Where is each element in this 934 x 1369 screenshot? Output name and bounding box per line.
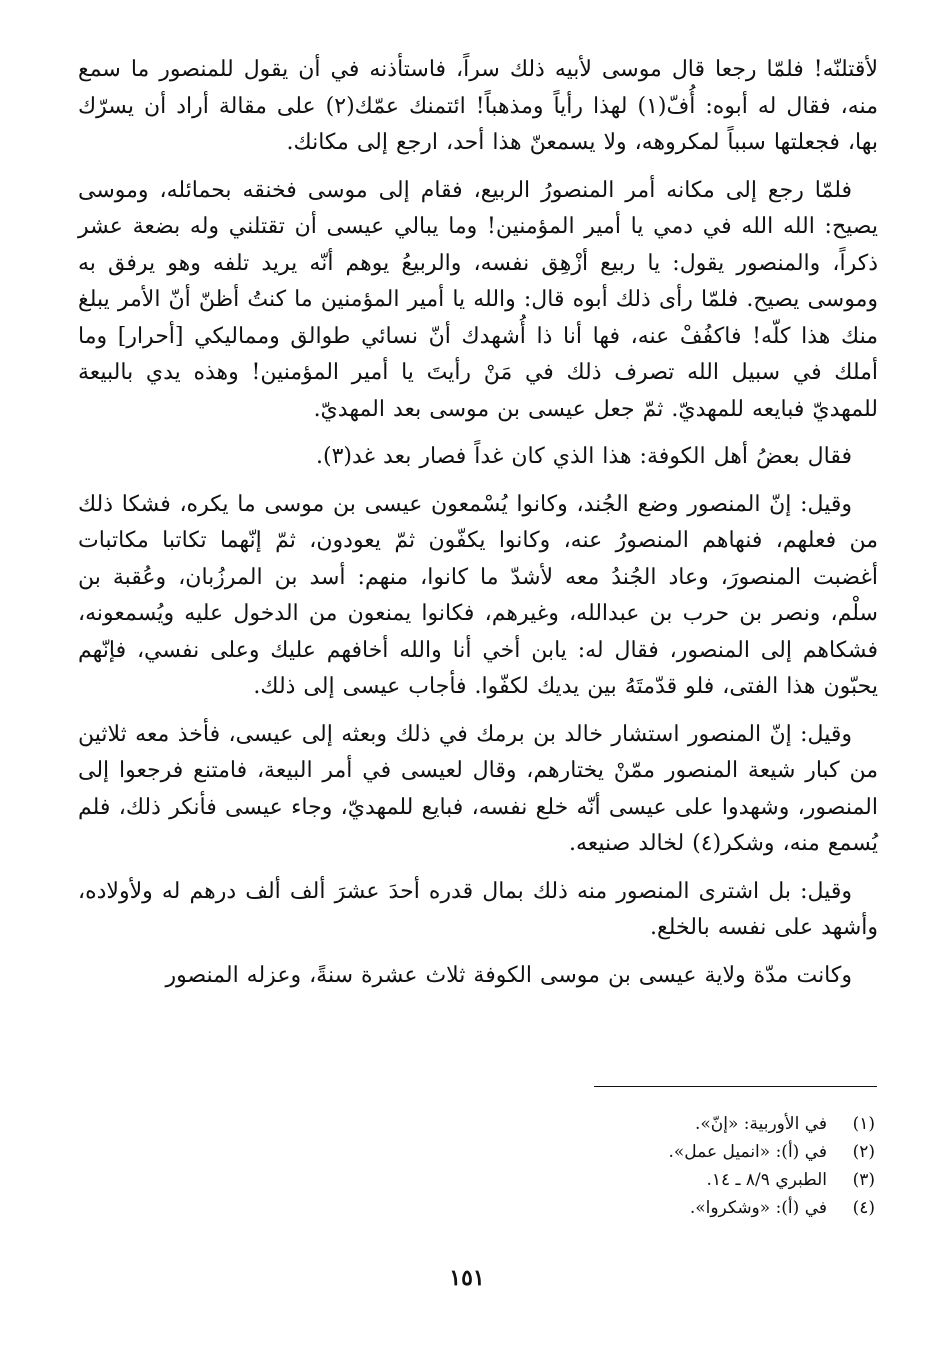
footnote-text: في الأوربية: «إنّ». — [694, 1114, 827, 1134]
footnote-4 — [480, 1194, 877, 1222]
footnote-number: (٤) — [852, 1198, 875, 1218]
footnote-separator — [594, 1086, 877, 1087]
paragraph-1: لأقتلنّه! فلمّا رجعا قال موسى لأبيه ذلك سراً، فاستأذنه في أن يقول للمنصور ما سمع منه، فقال له أبوه: أُفّ(١) لهذا رأياً ومذهباً! ائتمنك عمّك(٢) على مقالة أراد أن يسرّك بها، فجعلتها سبباً لمكروهه، ولا يسمعنّ هذا أحد، ارجع إلى مكانك. — [78, 57, 878, 155]
paragraph-6: وقيل: بل اشترى المنصور منه ذلك بمال قدره أحدَ عشرَ ألف ألف درهم له ولأولاده، وأشهد على نفسه بالخلع. — [78, 878, 878, 940]
footnote-number: (٢) — [852, 1142, 875, 1162]
paragraph-5: وقيل: إنّ المنصور استشار خالد بن برمك في ذلك وبعثه إلى عيسى، فأخذ معه ثلاثين من كبار شيعة المنصور ممّنْ يختارهم، وقال لعيسى في أمر البيعة، فامتنع فرجعوا إلى المنصور، وشهدوا على عيسى أنّه خلع نفسه، فبايع للمهديّ، وجاء عيسى فأنكر ذلك، فلم يُسمع منه، وشكر(٤) لخالد صنيعه. — [78, 721, 878, 856]
footnote-3 — [480, 1166, 877, 1194]
footnote-text: في (أ): «وشكروا». — [689, 1198, 827, 1218]
page-number: ١٥١ — [449, 1265, 485, 1291]
footnote-2 — [480, 1138, 877, 1166]
footnote-text: في (أ): «انميل عمل». — [668, 1142, 827, 1162]
footnote-number: (١) — [852, 1114, 875, 1134]
main-text — [78, 52, 878, 1005]
footnote-text: الطبري ٨/٩ ـ ١٤. — [706, 1170, 827, 1190]
paragraph-4: وقيل: إنّ المنصور وضع الجُند، وكانوا يُسْمعون عيسى بن موسى ما يكره، فشكا ذلك من فعلهم، فنهاهم المنصورُ عنه، وكانوا يكفّون ثمّ يعودون، ثمّ إنّهما تكاتبا مكاتبات أغضبت المنصورَ، وعاد الجُندُ معه لأشدّ ما كانوا، منهم: أسد بن المرزُبان، وعُقبة بن سلْم، ونصر بن حرب بن عبدالله، وغيرهم، فكانوا يمنعون من الدخول عليه ويُسمعونه، فشكاهم إلى المنصور، فقال له: يابن أخي أنا والله أخافهم عليك وعلى نفسي، فإنّهم يحبّون هذا الفتى، فلو قدّمتَهُ بين يديك لكفّوا. فأجاب عيسى إلى ذلك. — [78, 491, 878, 699]
footnote-1 — [480, 1110, 877, 1138]
paragraph-3: فقال بعضُ أهل الكوفة: هذا الذي كان غداً فصار بعد غد(٣). — [316, 444, 852, 469]
paragraph-7: وكانت مدّة ولاية عيسى بن موسى الكوفة ثلاث عشرة سنةً، وعزله المنصور — [165, 962, 852, 988]
footnotes — [480, 1110, 877, 1222]
footnote-number: (٣) — [852, 1170, 875, 1190]
paragraph-2: فلمّا رجع إلى مكانه أمر المنصورُ الربيع، فقام إلى موسى فخنقه بحمائله، وموسى يصيح: الله الله في دمي يا أمير المؤمنين! وما يبالي عيسى أن تقتلني وله بضعة عشر ذكراً، والمنصور يقول: يا ربيع أزْهِق نفسه، والربيعُ يوهم أنّه يريد تلفه وهو يرفق به وموسى يصيح. فلمّا رأى ذلك أبوه قال: والله يا أمير المؤمنين ما كنتُ أظنّ أنّ الأمر يبلغ منك هذا كلّه! فاكفُفْ عنه، فها أنا ذا أُشهدك أنّ نسائي طوالق ومماليكي [أحرار] وما أملك في سبيل الله تصرف ذلك في مَنْ رأيتَ يا أمير المؤمنين! وهذه يدي بالبيعة للمهديّ فبايعه للمهديّ. ثمّ جعل عيسى بن موسى بعد المهديّ. — [78, 177, 878, 422]
